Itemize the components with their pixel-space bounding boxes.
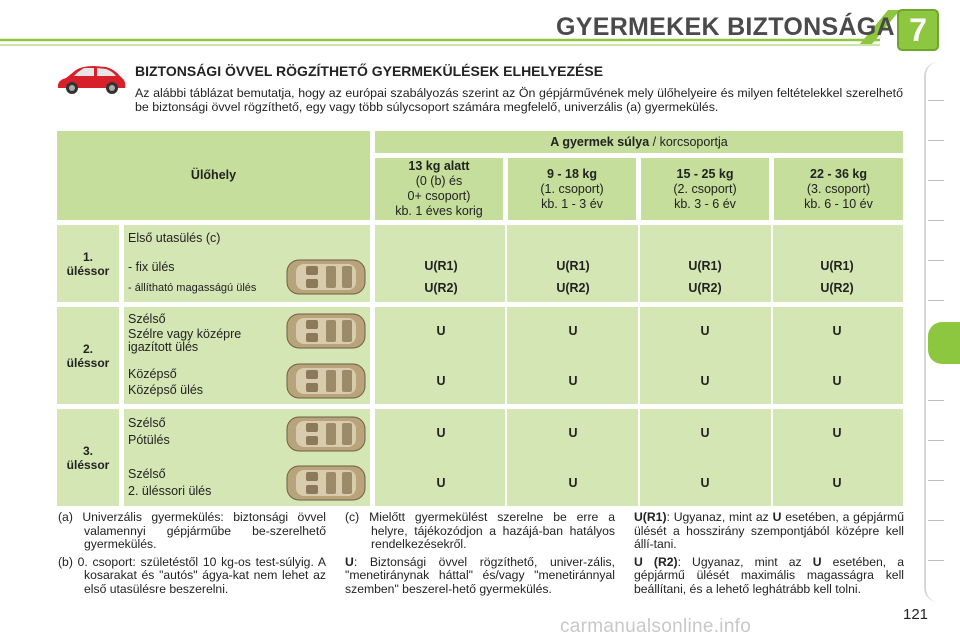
footnotes-right (634, 511, 904, 596)
value: U (568, 426, 578, 440)
weight-header-rest: / korcsoportja (649, 134, 728, 149)
value: U (700, 476, 710, 490)
footnote-ur2-text: : Ugyanaz, mint az (677, 554, 813, 569)
row-label-3: 3. üléssor (57, 409, 119, 506)
seat-sub-title: Szélső (128, 312, 166, 326)
footnote-u-text: : Biztonsági övvel rögzíthető, univer-zális, "menetiránynak háttal" és/vagy "menetiránnyal szemben" beszerel-hető gyermekülés. (345, 554, 615, 596)
column-weight: 9 - 18 kg (546, 166, 598, 181)
seat-sub-title: Középső (128, 367, 177, 381)
column-age: kb. 6 - 10 év (804, 196, 873, 211)
page-number: 121 (903, 606, 929, 623)
value: U(R1) (556, 259, 590, 273)
value: U (436, 426, 446, 440)
value: U (436, 324, 446, 338)
footnote-ur2-label: U (R2) (634, 554, 678, 569)
value: U (832, 374, 842, 388)
footnote-ur2-text-2: esetében, a gépjármű ülését maximális magasságra kell beállítani, és a lehető leghátrább kell tolni. (634, 554, 904, 596)
column-group: (2. csoport) (673, 181, 737, 196)
value: U(R1) (424, 259, 458, 273)
value: U (832, 324, 842, 338)
column-group: (3. csoport) (806, 181, 871, 196)
weight-header-bold: A gyermek súlya (550, 134, 650, 149)
row-label-2: 2. üléssor (57, 307, 119, 404)
value: U(R2) (820, 281, 854, 295)
value: U(R2) (688, 281, 722, 295)
footnotes-left (58, 511, 326, 596)
footnote-c: (c) Mielőtt gyermekülést szerelne be erre a helyre, tájékozódjon a hazájá-ban hatályos rendelkezésekről. (345, 510, 615, 551)
value: U (436, 374, 446, 388)
seat-sub-text: Pótülés (128, 433, 170, 447)
seat-sub-text: 2. üléssori ülés (128, 484, 212, 498)
footnote-ur1-text: : Ugyanaz, mint az (666, 510, 773, 524)
column-group: (1. csoport) (540, 181, 604, 196)
value: U (700, 374, 710, 388)
seat-title: Első utasülés (c) (128, 231, 221, 245)
watermark: carmanualsonline.info (560, 616, 752, 637)
chapter-title: GYERMEKEK BIZTONSÁGA (556, 13, 895, 41)
footnote-ur1-text-2: esetében, a gépjármű ülését a hosszirány szempontjából középre kell állí-tani. (634, 510, 904, 551)
column-age: kb. 1 - 3 év (541, 196, 603, 211)
row-label-1: 1. üléssor (57, 225, 119, 302)
footnotes-middle (345, 511, 615, 596)
value: U (700, 426, 710, 440)
column-weight: 22 - 36 kg (810, 166, 867, 181)
value: U(R2) (424, 281, 458, 295)
footnote-ur1-label: U(R1) (634, 510, 667, 524)
seat-sub-text: Szélre vagy középre igazított ülés (128, 327, 242, 354)
footnote-u-label: U (345, 554, 354, 569)
seat-header: Ülőhely (190, 168, 237, 182)
chapter-number: 7 (909, 12, 927, 48)
column-group: (0 (b) és 0+ csoport) (407, 174, 471, 203)
seat-line-adjustable: - állítható magasságú ülés (128, 282, 257, 294)
column-weight: 13 kg alatt (408, 159, 470, 173)
seat-sub-title: Szélső (128, 416, 166, 430)
section-title: BIZTONSÁGI ÖVVEL RÖGZÍTHETŐ GYERMEKÜLÉSEK ELHELYEZÉSE (135, 63, 604, 79)
seat-sub-title: Szélső (128, 467, 166, 481)
value: U (436, 476, 446, 490)
seat-line-fixed: - fix ülés (128, 260, 175, 274)
footnote-ur1-u: U (772, 510, 782, 524)
column-weight: 15 - 25 kg (676, 166, 734, 181)
value: U (568, 476, 578, 490)
footnote-a: (a) Univerzális gyermekülés: biztonsági övvel valamennyi gépjárműbe be-szerelhető gyermekülés. (58, 510, 326, 551)
value: U (832, 476, 842, 490)
value: U(R1) (820, 259, 854, 273)
column-age: kb. 3 - 6 év (674, 196, 736, 211)
value: U (568, 374, 578, 388)
value: U(R2) (556, 281, 590, 295)
value: U (700, 324, 710, 338)
footnote-b: (b) 0. csoport: születéstől 10 kg-os test-súlyig. A kosarakat és "autós" ágya-kat nem lehet az első utasülésre beszerelni. (58, 554, 326, 596)
value: U(R1) (688, 259, 722, 273)
footnote-ur2-u: U (812, 554, 822, 569)
value: U (832, 426, 842, 440)
intro-paragraph: Az alábbi táblázat bemutatja, hogy az európai szabályozás szerint az Ön gépjárművének mely ülőhelyeire és milyen feltételekkel szerelhető be biztonsági övvel rögzíthető, egy vagy több súlycsoport számára megfelelő, univerzális (a) gyermekülés. (135, 86, 903, 114)
seat-sub-text: Középső ülés (128, 383, 204, 397)
value: U (568, 324, 578, 338)
column-age: kb. 1 éves korig (395, 204, 483, 218)
